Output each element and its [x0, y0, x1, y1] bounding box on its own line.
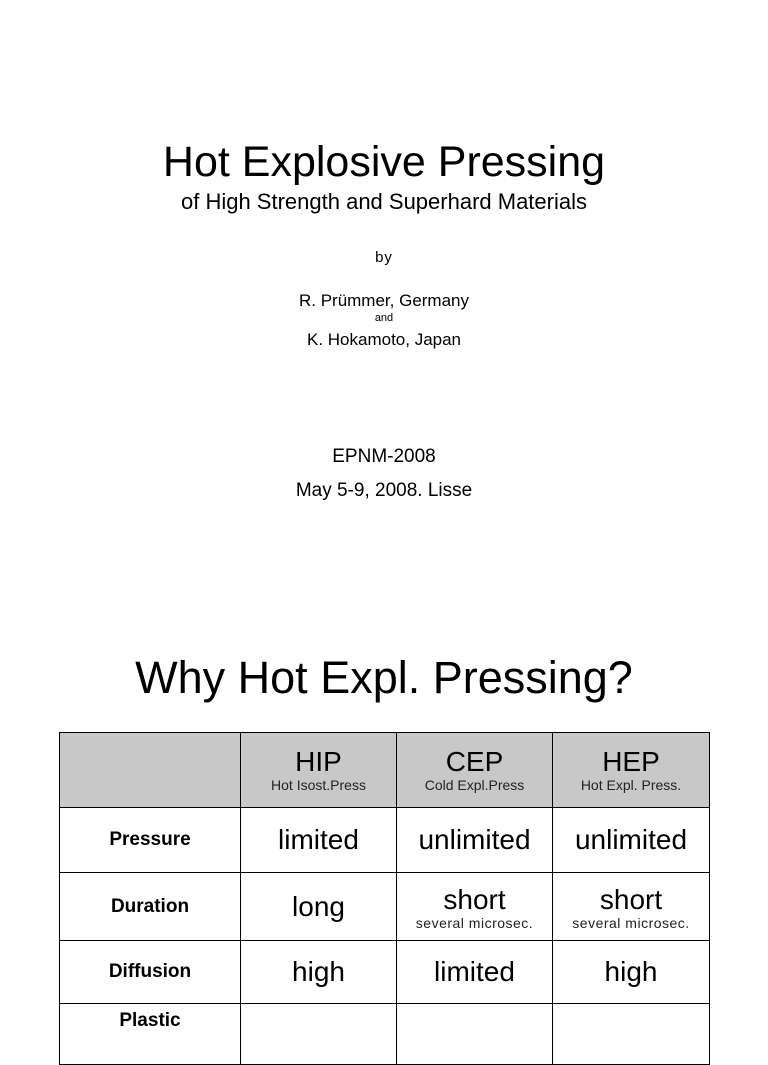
cell-value: unlimited: [574, 824, 688, 855]
table-cell: [241, 941, 397, 1004]
column-name: HEP: [602, 746, 660, 777]
cell-value: unlimited: [418, 824, 531, 855]
by-label: by: [375, 249, 393, 266]
second-slide-title: Why Hot Expl. Pressing?: [135, 652, 633, 703]
slide-title: Hot Explosive Pressing: [162, 138, 606, 186]
row-label-cell: [60, 808, 241, 873]
cell-value: long: [292, 890, 345, 922]
and-label: and: [374, 312, 394, 324]
row-label-cell: [60, 873, 241, 941]
conference-name: EPNM-2008: [332, 446, 436, 467]
corner-cell: [60, 733, 241, 808]
table-cell: [553, 873, 710, 941]
cell-value: short: [443, 883, 506, 915]
table-cell: [241, 808, 397, 873]
column-subtitle: Hot Expl. Press.: [580, 777, 682, 793]
row-label: Pressure: [109, 829, 191, 850]
row-label-cell: [60, 1004, 241, 1065]
column-header-cep: [397, 733, 553, 808]
author-second: K. Hokamoto, Japan: [306, 330, 462, 349]
table-cell: [553, 808, 710, 873]
table-row: [60, 941, 710, 1004]
row-label: Diffusion: [108, 961, 192, 982]
table-cell: [553, 1004, 710, 1065]
table-row: [60, 1004, 710, 1065]
cell-value: limited: [434, 956, 515, 987]
cell-value: high: [292, 956, 345, 987]
column-header-hep: [553, 733, 710, 808]
table-cell: [397, 808, 553, 873]
cell-note: several microsec.: [572, 914, 690, 931]
cell-value: short: [599, 883, 663, 915]
column-header-hip: [241, 733, 397, 808]
cell-note: several microsec.: [415, 914, 534, 931]
cell-value: limited: [278, 824, 359, 855]
row-label: Plastic: [119, 1010, 181, 1031]
conference-date: May 5-9, 2008. Lisse: [295, 480, 473, 501]
column-name: CEP: [445, 746, 504, 777]
row-label: Duration: [110, 895, 190, 917]
column-name: HIP: [295, 746, 342, 777]
table-cell: [241, 1004, 397, 1065]
row-label-cell: [60, 941, 241, 1004]
column-subtitle: Hot Isost.Press: [271, 777, 366, 793]
comparison-table: [59, 732, 710, 1065]
table-cell: [397, 941, 553, 1004]
table-header-row: [60, 733, 710, 808]
author-first: R. Prümmer, Germany: [298, 291, 470, 310]
table-cell: [397, 873, 553, 941]
slide-subtitle: of High Strength and Superhard Materials: [180, 189, 587, 214]
column-subtitle: Cold Expl.Press: [424, 777, 525, 793]
table-cell: [553, 941, 710, 1004]
table-cell: [241, 873, 397, 941]
table-row: [60, 808, 710, 873]
cell-value: high: [604, 956, 658, 987]
table-row: [60, 873, 710, 941]
table-cell: [397, 1004, 553, 1065]
